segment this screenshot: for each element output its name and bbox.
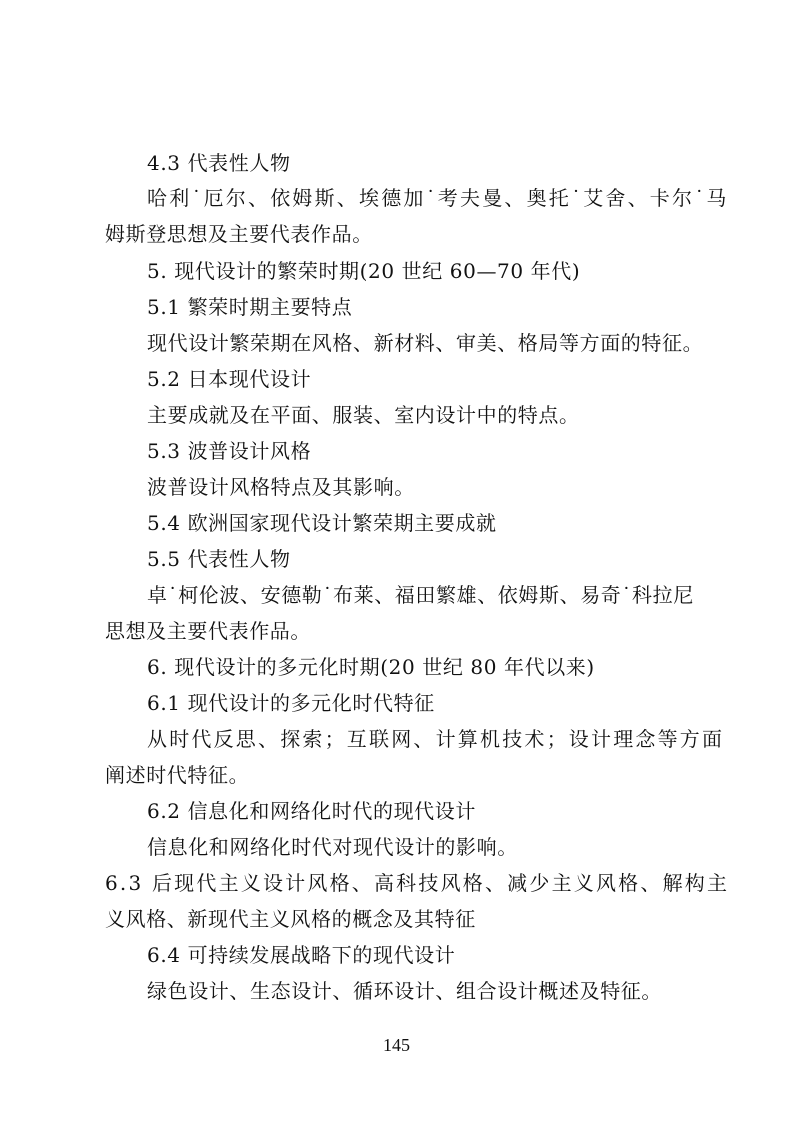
paragraph-line: 姆斯登思想及主要代表作品。 [105, 222, 373, 246]
section-heading-6-1: 6.1 现代设计的多元化时代特征 [147, 691, 435, 715]
paragraph-line: 信息化和网络化时代对现代设计的影响。 [147, 835, 518, 859]
paragraph-line: 现代设计繁荣期在风格、新材料、审美、格局等方面的特征。 [147, 331, 704, 355]
section-heading-6-2: 6.2 信息化和网络化时代的现代设计 [147, 799, 476, 823]
paragraph-line: 波普设计风格特点及其影响。 [147, 475, 415, 499]
paragraph-line: 思想及主要代表作品。 [105, 619, 311, 643]
section-heading-5-2: 5.2 日本现代设计 [147, 367, 312, 391]
section-heading-5: 5. 现代设计的繁荣时期(20 世纪 60—70 年代) [147, 259, 581, 283]
paragraph-line: 义风格、新现代主义风格的概念及其特征 [105, 907, 476, 931]
paragraph-line: 主要成就及在平面、服装、室内设计中的特点。 [147, 403, 580, 427]
paragraph-line: 从时代反思、探索；互联网、计算机技术；设计理念等方面 [147, 727, 725, 751]
section-heading-5-1: 5.1 繁荣时期主要特点 [147, 295, 353, 319]
section-heading-5-5: 5.5 代表性人物 [147, 547, 291, 571]
section-heading-6-4: 6.4 可持续发展战略下的现代设计 [147, 943, 456, 967]
section-heading-6-3: 6.3 后现代主义设计风格、高科技风格、减少主义风格、解构主 [105, 871, 730, 895]
paragraph-line: 哈利˙厄尔、依姆斯、埃德加˙考夫曼、奥托˙艾舍、卡尔˙马 [147, 186, 729, 210]
section-heading-5-4: 5.4 欧洲国家现代设计繁荣期主要成就 [147, 511, 497, 535]
page-number: 145 [383, 1035, 410, 1055]
section-heading-6: 6. 现代设计的多元化时期(20 世纪 80 年代以来) [147, 655, 595, 679]
paragraph-line: 绿色设计、生态设计、循环设计、组合设计概述及特征。 [147, 979, 662, 1003]
section-heading-5-3: 5.3 波普设计风格 [147, 439, 312, 463]
paragraph-line: 阐述时代特征。 [105, 763, 250, 787]
section-heading-4-3: 4.3 代表性人物 [147, 151, 291, 175]
paragraph-line: 卓˙柯伦波、安德勒˙布莱、福田繁雄、依姆斯、易奇˙科拉尼 [147, 583, 694, 607]
